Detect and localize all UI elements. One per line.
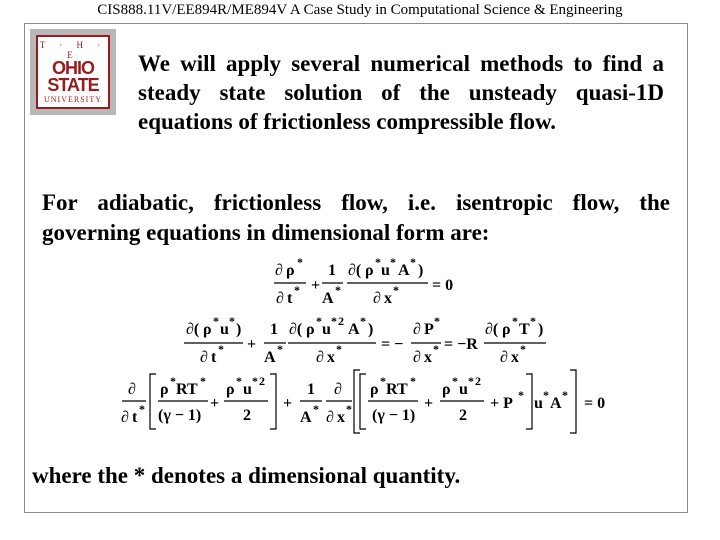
svg-text:∂: ∂: [326, 409, 334, 426]
eq1-rho: ρ: [286, 262, 295, 279]
svg-text:∂: ∂: [200, 349, 208, 366]
svg-text:2: 2: [259, 374, 265, 388]
svg-text:ρ: ρ: [203, 321, 212, 338]
page-header: CIS888.11V/EE894R/ME894V A Case Study in Computational Science & Engineering: [97, 2, 623, 18]
svg-text:*: *: [229, 314, 235, 328]
eq2-eq-minus: = −: [381, 336, 404, 353]
svg-text:A: A: [398, 262, 410, 279]
svg-text:*: *: [335, 283, 341, 297]
svg-text:x: x: [337, 409, 345, 426]
svg-text:*: *: [346, 402, 352, 416]
svg-text:t: t: [132, 409, 138, 426]
svg-text:*: *: [294, 283, 300, 297]
eq3-rhs: = 0: [584, 395, 606, 412]
svg-text:ρ: ρ: [502, 321, 511, 338]
svg-text:*: *: [390, 255, 396, 269]
svg-text:u: u: [459, 381, 468, 398]
svg-text:*: *: [512, 314, 518, 328]
svg-text:2: 2: [243, 407, 251, 424]
logo-state: STATE: [47, 75, 99, 95]
svg-text:*: *: [562, 388, 568, 402]
svg-text:*: *: [468, 374, 474, 388]
svg-text:ρ: ρ: [160, 381, 169, 398]
svg-text:): ): [368, 321, 374, 338]
svg-text:x: x: [511, 349, 519, 366]
svg-text:+: +: [247, 336, 257, 353]
eq3-plus-P: + P: [490, 395, 513, 412]
svg-text:+: +: [210, 395, 220, 412]
svg-text:*: *: [252, 374, 258, 388]
svg-text:*: *: [543, 388, 549, 402]
svg-text:A: A: [300, 409, 312, 426]
svg-text:*: *: [360, 314, 366, 328]
svg-text:∂: ∂: [128, 381, 136, 398]
svg-text:*: *: [236, 374, 242, 388]
svg-text:*: *: [375, 255, 381, 269]
svg-text:∂(: ∂(: [485, 321, 499, 338]
svg-text:A: A: [264, 349, 276, 366]
svg-text:∂(: ∂(: [289, 321, 303, 338]
svg-text:x: x: [327, 349, 335, 366]
governing-equations-intro: For adiabatic, frictionless flow, i.e. isentropic flow, the governing equations in dimensional form are:: [42, 190, 670, 245]
eq2-P: P: [424, 321, 434, 338]
eq1-d2: ∂: [276, 290, 284, 307]
svg-text:∂: ∂: [413, 349, 421, 366]
svg-text:*: *: [452, 374, 458, 388]
eq1-x: x: [384, 290, 392, 307]
svg-text:*: *: [410, 374, 416, 388]
svg-text:∂: ∂: [121, 409, 129, 426]
svg-text:+: +: [311, 277, 321, 294]
svg-text:2: 2: [338, 314, 344, 328]
svg-text:*: *: [520, 342, 526, 356]
svg-text:∂: ∂: [316, 349, 324, 366]
svg-text:+: +: [283, 395, 293, 412]
svg-text:x: x: [424, 349, 432, 366]
eq2-T: T: [519, 321, 530, 338]
eq1-d: ∂: [275, 262, 283, 279]
svg-text:*: *: [218, 342, 224, 356]
svg-text:*: *: [433, 342, 439, 356]
svg-text:*: *: [434, 314, 440, 328]
svg-text:*: *: [313, 402, 319, 416]
right-bracket-3: [526, 374, 532, 429]
eq3-gamma: (γ − 1): [158, 407, 202, 424]
logo-university: UNIVERSITY: [44, 95, 102, 104]
energy-equation: [121, 370, 605, 433]
svg-text:u: u: [534, 395, 543, 412]
svg-text:1: 1: [307, 381, 315, 398]
svg-text:∂(: ∂(: [186, 321, 200, 338]
svg-text:ρ: ρ: [226, 381, 235, 398]
svg-text:∂: ∂: [413, 321, 421, 338]
svg-text:u: u: [381, 262, 390, 279]
right-bracket-1: [270, 374, 276, 429]
svg-text:∂(: ∂(: [348, 262, 362, 279]
svg-text:*: *: [277, 342, 283, 356]
svg-text:): ): [418, 262, 424, 279]
svg-text:A: A: [550, 395, 562, 412]
svg-text:ρ: ρ: [365, 262, 374, 279]
svg-text:ρ: ρ: [442, 381, 451, 398]
svg-text:1: 1: [270, 321, 278, 338]
svg-text:*: *: [316, 314, 322, 328]
svg-text:*: *: [331, 314, 337, 328]
svg-text:*: *: [139, 402, 145, 416]
eq3-RT: RT: [176, 381, 198, 398]
logo-ohio: OHIO: [51, 58, 94, 78]
svg-text:*: *: [297, 255, 303, 269]
continuity-equation: [274, 255, 453, 307]
svg-text:∂: ∂: [500, 349, 508, 366]
svg-text:*: *: [213, 314, 219, 328]
svg-text:ρ: ρ: [370, 381, 379, 398]
svg-text:*: *: [200, 374, 206, 388]
svg-text:(γ − 1): (γ − 1): [372, 407, 416, 424]
svg-text:*: *: [336, 342, 342, 356]
svg-text:+: +: [424, 395, 434, 412]
svg-text:u: u: [220, 321, 229, 338]
left-bracket-3: [360, 374, 366, 429]
svg-text:*: *: [393, 283, 399, 297]
eq1-A: A: [322, 290, 334, 307]
svg-text:*: *: [170, 374, 176, 388]
momentum-equation: [184, 314, 546, 366]
intro-text: We will apply several numerical methods to find a steady state solution of the unsteady quasi-1D equations of frictionless compressible flow.: [138, 51, 664, 134]
svg-text:t: t: [211, 349, 217, 366]
eq1-one: 1: [328, 262, 336, 279]
svg-text:ρ: ρ: [306, 321, 315, 338]
svg-text:*: *: [530, 314, 536, 328]
svg-text:∂: ∂: [373, 290, 381, 307]
svg-text:): ): [236, 321, 242, 338]
left-bracket-2: [354, 370, 360, 433]
svg-text:2: 2: [459, 407, 467, 424]
svg-text:u: u: [243, 381, 252, 398]
svg-text:*: *: [518, 388, 524, 402]
eq1-rhs: = 0: [432, 277, 454, 294]
svg-text:RT: RT: [386, 381, 408, 398]
svg-text:2: 2: [475, 374, 481, 388]
svg-text:*: *: [410, 255, 416, 269]
left-bracket-1: [150, 374, 156, 429]
footer-text: where the * denotes a dimensional quantity.: [32, 463, 461, 488]
svg-text:*: *: [380, 374, 386, 388]
svg-text:∂: ∂: [334, 381, 342, 398]
svg-text:u: u: [322, 321, 331, 338]
eq1-t: t: [287, 290, 293, 307]
logo-the: T · H · E: [39, 40, 107, 60]
right-bracket-2: [570, 370, 576, 433]
svg-text:): ): [538, 321, 544, 338]
svg-text:A: A: [348, 321, 360, 338]
eq2-eq-minus-R: = −R: [444, 336, 478, 353]
